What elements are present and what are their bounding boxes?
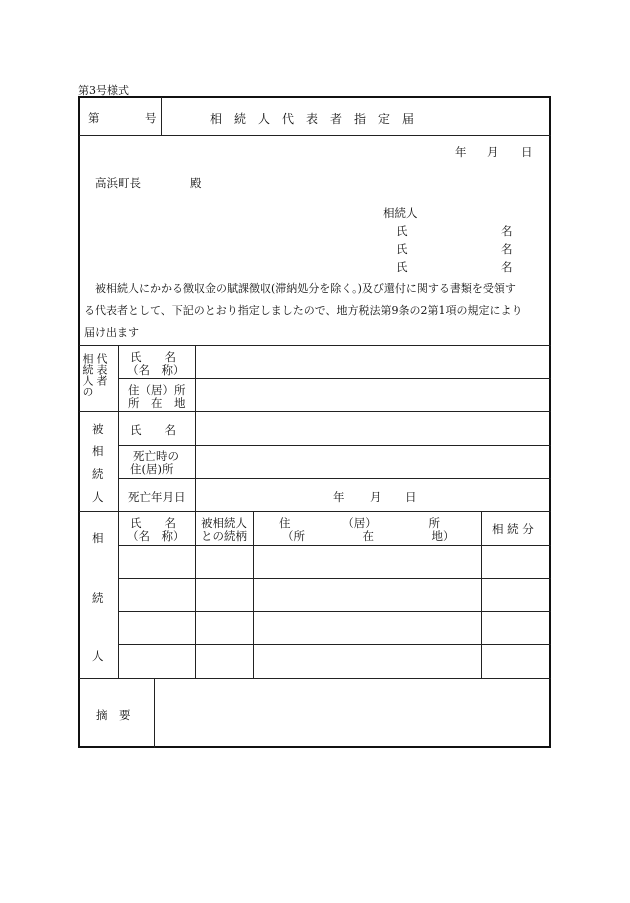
rep-address-label-2: 所 在 地 bbox=[128, 396, 186, 410]
form-title: 相 続 人 代 表 者 指 定 届 bbox=[210, 112, 415, 126]
number-label-go: 号 bbox=[145, 111, 157, 125]
applicant-mei: 名 bbox=[501, 260, 513, 274]
decedent-char: 続 bbox=[92, 467, 104, 481]
rep-address-field[interactable] bbox=[197, 380, 549, 410]
decedent-char: 相 bbox=[92, 444, 104, 458]
applicant-mei: 名 bbox=[501, 242, 513, 256]
heirs-col-address-1: 住 （居） 所 bbox=[279, 516, 440, 530]
decedent-char: 被 bbox=[92, 422, 104, 436]
addressee: 高浜町長 bbox=[95, 176, 141, 190]
death-date-day: 日 bbox=[405, 490, 417, 504]
decedent-address-field[interactable] bbox=[197, 447, 549, 477]
applicant-name-field[interactable] bbox=[410, 221, 498, 237]
death-date-label: 死亡年月日 bbox=[128, 490, 186, 504]
applicant-mei: 名 bbox=[501, 224, 513, 238]
body-line-3: 届け出ます bbox=[84, 326, 139, 339]
summary-label: 摘 要 bbox=[96, 708, 131, 722]
date-year: 年 bbox=[455, 145, 467, 159]
date-day: 日 bbox=[521, 145, 533, 159]
heirs-col-share: 相 続 分 bbox=[492, 522, 534, 536]
applicants-heading: 相続人 bbox=[383, 206, 418, 220]
heirs-col-address-2: （所 在 地） bbox=[282, 529, 455, 543]
heir-row[interactable] bbox=[119, 546, 551, 578]
heir-row[interactable] bbox=[119, 645, 551, 677]
heirs-char: 人 bbox=[92, 649, 104, 663]
death-date-year: 年 bbox=[333, 490, 345, 504]
applicant-shi: 氏 bbox=[396, 242, 408, 256]
decedent-name-label: 氏 名 bbox=[130, 423, 176, 437]
heirs-col-relation-2: との続柄 bbox=[201, 529, 247, 543]
applicant-shi: 氏 bbox=[396, 224, 408, 238]
heirs-col-relation-1: 被相続人 bbox=[201, 516, 247, 530]
number-label-dai: 第 bbox=[88, 111, 100, 125]
decedent-address-label-1: 死亡時の bbox=[133, 449, 179, 463]
heir-row[interactable] bbox=[119, 579, 551, 611]
rep-name-label-2: （名 称） bbox=[127, 363, 185, 377]
decedent-name-field[interactable] bbox=[197, 413, 549, 444]
heirs-char: 続 bbox=[92, 591, 104, 605]
rep-name-label-1: 氏 名 bbox=[130, 350, 176, 364]
honorific: 殿 bbox=[190, 176, 202, 190]
decedent-address-label-2: 住(居)所 bbox=[130, 462, 174, 476]
decedent-char: 人 bbox=[92, 490, 104, 504]
form-number: 第3号様式 bbox=[78, 84, 129, 97]
heirs-char: 相 bbox=[92, 531, 104, 545]
heir-row[interactable] bbox=[119, 612, 551, 644]
body-line-1: 被相続人にかかる徴収金の賦課徴収(滞納処分を除く。)及び還付に関する書類を受領す bbox=[95, 282, 516, 295]
summary-field[interactable] bbox=[156, 680, 549, 746]
date-month: 月 bbox=[487, 145, 499, 159]
applicant-name-field[interactable] bbox=[410, 239, 498, 255]
heirs-col-name-2: （名 称） bbox=[127, 529, 185, 543]
body-line-2: る代表者として、下記のとおり指定しましたので、地方税法第9条の2第1項の規定により bbox=[84, 304, 523, 317]
rep-name-field[interactable] bbox=[197, 347, 549, 377]
death-date-month: 月 bbox=[370, 490, 382, 504]
representative-label-col2: 相続人の bbox=[81, 353, 94, 397]
applicant-name-field[interactable] bbox=[410, 257, 498, 273]
applicant-shi: 氏 bbox=[396, 260, 408, 274]
representative-label-col1: 代表者 bbox=[95, 353, 108, 386]
heirs-col-name-1: 氏 名 bbox=[130, 516, 176, 530]
rep-address-label-1: 住（居）所 bbox=[128, 383, 186, 397]
